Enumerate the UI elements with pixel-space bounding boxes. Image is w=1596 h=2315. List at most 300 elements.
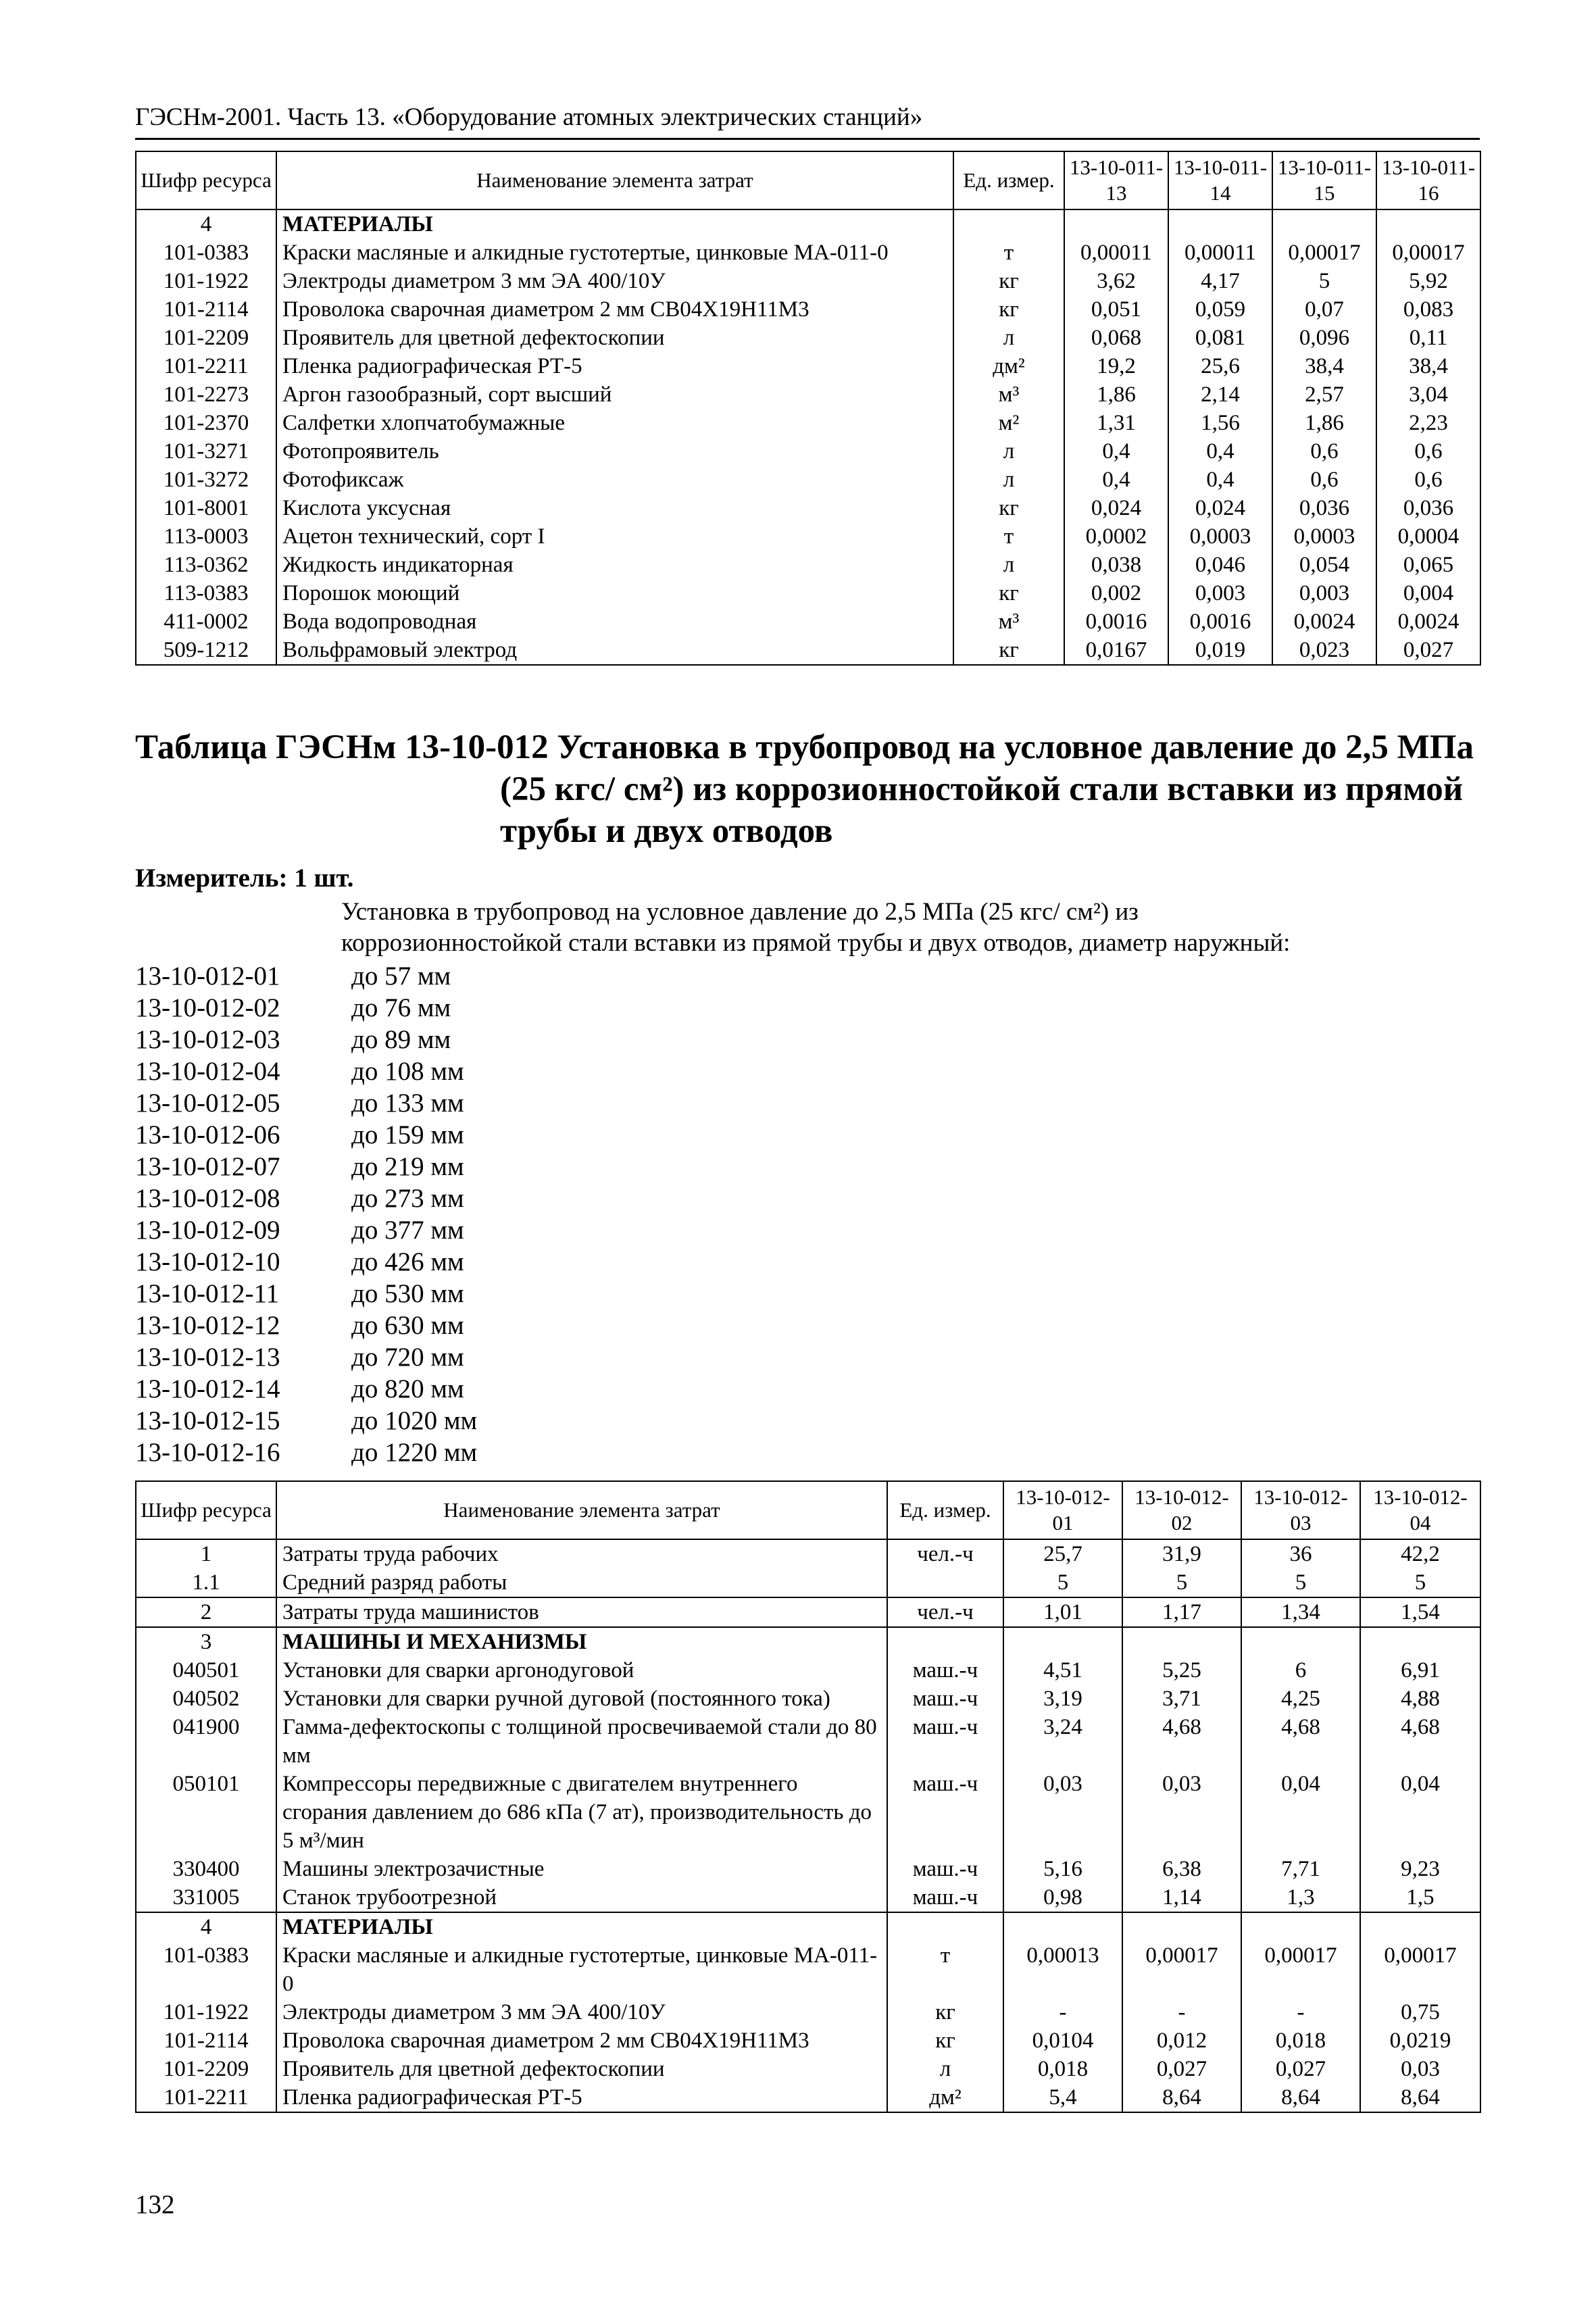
value-cell: 31,9 — [1122, 1539, 1241, 1568]
value-cell: 5,16 — [1003, 1855, 1122, 1883]
value-cell: 0,0003 — [1272, 522, 1376, 551]
header-unit: Ед. измер. — [953, 151, 1064, 209]
value-cell: 1,31 — [1064, 409, 1168, 437]
value-cell: 36 — [1241, 1539, 1360, 1568]
value-cell: 6,38 — [1122, 1855, 1241, 1883]
variant-row — [135, 1246, 1480, 1278]
value-cell — [1122, 1627, 1241, 1656]
value-cell: 1,34 — [1241, 1597, 1360, 1627]
value-cell: 0,6 — [1272, 466, 1376, 494]
cost-element-name: Кислота уксусная — [276, 494, 953, 522]
header-col: 13-10-012-04 — [1360, 1481, 1480, 1539]
description-line: Установка в трубопровод на условное давление до 2,5 МПа (25 кгс/ см²) из — [341, 898, 1139, 926]
value-cell: 0,98 — [1003, 1883, 1122, 1912]
value-cell: 0,00017 — [1241, 1941, 1360, 1998]
value-cell: 1,54 — [1360, 1597, 1480, 1627]
cost-element-name: Проявитель для цветной дефектоскопии — [276, 2055, 887, 2083]
variant-code: 13-10-012-01 — [135, 962, 280, 991]
table-row — [136, 1941, 1480, 1998]
variant-row — [135, 1278, 1480, 1310]
value-cell: 5 — [1003, 1568, 1122, 1597]
cost-element-name: Установки для сварки аргонодуговой — [276, 1656, 887, 1685]
value-cell: 0,0002 — [1064, 522, 1168, 551]
table-row — [136, 2083, 1480, 2112]
resource-code: 050101 — [136, 1770, 276, 1855]
value-cell: 42,2 — [1360, 1539, 1480, 1568]
unit-cell — [887, 1568, 1003, 1597]
unit-cell: дм² — [887, 2083, 1003, 2112]
value-cell — [1241, 1912, 1360, 1941]
unit-cell: чел.-ч — [887, 1597, 1003, 1627]
section-title: МАТЕРИАЛЫ — [276, 209, 953, 239]
header-col: 13-10-012-01 — [1003, 1481, 1122, 1539]
value-cell: 1,56 — [1168, 409, 1272, 437]
unit-cell: кг — [953, 579, 1064, 607]
value-cell: - — [1003, 1998, 1122, 2026]
resource-code: 4 — [136, 1912, 276, 1941]
value-cell — [1272, 209, 1376, 239]
value-cell: 25,7 — [1003, 1539, 1122, 1568]
value-cell: 0,027 — [1122, 2055, 1241, 2083]
variant-code: 13-10-012-05 — [135, 1089, 280, 1118]
unit-cell: т — [887, 1941, 1003, 1998]
value-cell: 3,04 — [1376, 380, 1480, 409]
variant-diameter: до 1020 мм — [351, 1406, 478, 1435]
resource-code: 041900 — [136, 1713, 276, 1770]
resource-code: 040502 — [136, 1685, 276, 1713]
cost-element-name: Фотофиксаж — [276, 466, 953, 494]
value-cell: 0,04 — [1360, 1770, 1480, 1855]
table-row — [136, 2026, 1480, 2055]
value-cell: 5,4 — [1003, 2083, 1122, 2112]
resource-code: 101-2114 — [136, 295, 276, 324]
value-cell: 0,03 — [1003, 1770, 1122, 1855]
unit-cell: чел.-ч — [887, 1539, 1003, 1568]
header-col: 13-10-011-15 — [1272, 151, 1376, 209]
value-cell: 2,23 — [1376, 409, 1480, 437]
value-cell: 0,4 — [1064, 466, 1168, 494]
variant-diameter: до 530 мм — [351, 1279, 464, 1308]
value-cell: 0,00017 — [1360, 1941, 1480, 1998]
value-cell: 0,4 — [1064, 437, 1168, 466]
table-row — [136, 466, 1480, 494]
value-cell: 1,01 — [1003, 1597, 1122, 1627]
table-row — [136, 2055, 1480, 2083]
resource-code: 101-8001 — [136, 494, 276, 522]
variant-diameter: до 57 мм — [351, 962, 451, 991]
cost-element-name: Компрессоры передвижные с двигателем внутреннего сгорания давлением до 686 кПа (7 ат), производительность до 5 м³/мин — [276, 1770, 887, 1855]
variant-code: 13-10-012-08 — [135, 1184, 280, 1213]
cost-element-name: Электроды диаметром 3 мм ЭА 400/10У — [276, 1998, 887, 2026]
value-cell — [1376, 209, 1480, 239]
value-cell: 0,0219 — [1360, 2026, 1480, 2055]
cost-element-name: Проволока сварочная диаметром 2 мм СВ04Х19Н11М3 — [276, 2026, 887, 2055]
resource-code: 331005 — [136, 1883, 276, 1912]
table-row — [136, 1855, 1480, 1883]
value-cell: 0,065 — [1376, 551, 1480, 579]
value-cell: 0,012 — [1122, 2026, 1241, 2055]
value-cell: 19,2 — [1064, 352, 1168, 380]
unit-cell: маш.-ч — [887, 1770, 1003, 1855]
value-cell: 1,3 — [1241, 1883, 1360, 1912]
section-title: МАШИНЫ И МЕХАНИЗМЫ — [276, 1627, 887, 1656]
value-cell: 0,0004 — [1376, 522, 1480, 551]
value-cell: 25,6 — [1168, 352, 1272, 380]
value-cell: 1,5 — [1360, 1883, 1480, 1912]
variant-code: 13-10-012-03 — [135, 1025, 280, 1054]
table-row — [136, 551, 1480, 579]
resource-code: 101-2370 — [136, 409, 276, 437]
unit-cell: кг — [887, 1998, 1003, 2026]
cost-element-name: Проволока сварочная диаметром 2 мм СВ04Х19Н11М3 — [276, 295, 953, 324]
table-row — [136, 1539, 1480, 1568]
value-cell: 0,018 — [1003, 2055, 1122, 2083]
unit-cell: маш.-ч — [887, 1883, 1003, 1912]
cost-element-name: Гамма-дефектоскопы с толщиной просвечиваемой стали до 80 мм — [276, 1713, 887, 1770]
cost-element-name: Машины электрозачистные — [276, 1855, 887, 1883]
table-row — [136, 1713, 1480, 1770]
resource-code: 101-2209 — [136, 324, 276, 352]
variant-diameter: до 133 мм — [351, 1089, 464, 1118]
variant-row — [135, 1310, 1480, 1341]
variant-diameter: до 377 мм — [351, 1216, 464, 1245]
value-cell: 4,68 — [1241, 1713, 1360, 1770]
table-row — [136, 267, 1480, 295]
table-row — [136, 352, 1480, 380]
value-cell: 0,018 — [1241, 2026, 1360, 2055]
resource-code: 113-0383 — [136, 579, 276, 607]
value-cell: 7,71 — [1241, 1855, 1360, 1883]
resource-code: 101-1922 — [136, 267, 276, 295]
unit-cell: маш.-ч — [887, 1685, 1003, 1713]
resource-code: 1.1 — [136, 1568, 276, 1597]
value-cell: 0,0024 — [1272, 607, 1376, 636]
table-title-line: трубы и двух отводов — [500, 812, 833, 850]
variant-row — [135, 1055, 1480, 1087]
value-cell: 0,054 — [1272, 551, 1376, 579]
section-row — [136, 209, 1480, 239]
variant-code: 13-10-012-02 — [135, 993, 280, 1022]
value-cell: 0,051 — [1064, 295, 1168, 324]
variant-code: 13-10-012-11 — [135, 1279, 280, 1308]
header-col: 13-10-011-13 — [1064, 151, 1168, 209]
value-cell: 0,6 — [1272, 437, 1376, 466]
value-cell: 0,083 — [1376, 295, 1480, 324]
resource-code: 509-1212 — [136, 636, 276, 665]
variant-row — [135, 1151, 1480, 1183]
value-cell: 0,0024 — [1376, 607, 1480, 636]
value-cell: 0,00011 — [1064, 239, 1168, 267]
value-cell: - — [1241, 1998, 1360, 2026]
resource-code: 101-2211 — [136, 2083, 276, 2112]
value-cell: 6,91 — [1360, 1656, 1480, 1685]
value-cell — [1241, 1627, 1360, 1656]
value-cell: 0,0167 — [1064, 636, 1168, 665]
variant-row — [135, 1183, 1480, 1214]
unit-cell: дм² — [953, 352, 1064, 380]
value-cell: 38,4 — [1272, 352, 1376, 380]
variant-code: 13-10-012-14 — [135, 1374, 280, 1403]
table-row — [136, 1883, 1480, 1912]
header-name: Наименование элемента затрат — [276, 151, 953, 209]
value-cell: 0,059 — [1168, 295, 1272, 324]
table-row — [136, 324, 1480, 352]
table-header-row — [136, 1481, 1480, 1539]
table-body — [136, 1539, 1480, 2112]
resource-code: 113-0362 — [136, 551, 276, 579]
value-cell: 4,88 — [1360, 1685, 1480, 1713]
cost-element-name: Станок трубоотрезной — [276, 1883, 887, 1912]
value-cell — [1360, 1627, 1480, 1656]
header-col: 13-10-012-02 — [1122, 1481, 1241, 1539]
cost-element-name: Затраты труда машинистов — [276, 1597, 887, 1627]
cost-element-name: Пленка радиографическая РТ-5 — [276, 2083, 887, 2112]
section-row — [136, 1912, 1480, 1941]
value-cell: 0,046 — [1168, 551, 1272, 579]
value-cell: 0,024 — [1168, 494, 1272, 522]
value-cell: - — [1122, 1998, 1241, 2026]
table-row — [136, 409, 1480, 437]
value-cell: 0,027 — [1376, 636, 1480, 665]
value-cell: 4,25 — [1241, 1685, 1360, 1713]
resource-table-2 — [135, 1480, 1481, 2113]
value-cell: 0,004 — [1376, 579, 1480, 607]
value-cell: 0,00017 — [1272, 239, 1376, 267]
variant-code: 13-10-012-16 — [135, 1438, 280, 1467]
cost-element-name: Жидкость индикаторная — [276, 551, 953, 579]
table-row — [136, 437, 1480, 466]
resource-code: 411-0002 — [136, 607, 276, 636]
value-cell: 3,71 — [1122, 1685, 1241, 1713]
table-header-row — [136, 151, 1480, 209]
unit-cell: кг — [953, 494, 1064, 522]
table-row — [136, 607, 1480, 636]
value-cell: 0,003 — [1168, 579, 1272, 607]
value-cell: 0,038 — [1064, 551, 1168, 579]
value-cell: 0,00013 — [1003, 1941, 1122, 1998]
cost-element-name: Проявитель для цветной дефектоскопии — [276, 324, 953, 352]
resource-code: 101-2209 — [136, 2055, 276, 2083]
variant-diameter: до 273 мм — [351, 1184, 464, 1213]
value-cell: 0,11 — [1376, 324, 1480, 352]
value-cell: 8,64 — [1241, 2083, 1360, 2112]
value-cell: 1,86 — [1272, 409, 1376, 437]
resource-code: 101-2211 — [136, 352, 276, 380]
value-cell: 0,024 — [1064, 494, 1168, 522]
variant-diameter: до 426 мм — [351, 1247, 464, 1276]
value-cell: 5 — [1360, 1568, 1480, 1597]
value-cell: 0,019 — [1168, 636, 1272, 665]
resource-code: 330400 — [136, 1855, 276, 1883]
unit-cell: маш.-ч — [887, 1855, 1003, 1883]
value-cell: 0,04 — [1241, 1770, 1360, 1855]
value-cell — [1003, 1627, 1122, 1656]
unit-cell: л — [887, 2055, 1003, 2083]
variant-diameter: до 89 мм — [351, 1025, 451, 1054]
table-title-line: (25 кгс/ см²) из коррозионностойкой стали вставки из прямой — [500, 770, 1464, 808]
value-cell: 1,14 — [1122, 1883, 1241, 1912]
unit-cell — [953, 209, 1064, 239]
value-cell: 2,14 — [1168, 380, 1272, 409]
section-row — [136, 1627, 1480, 1656]
unit-cell: м³ — [953, 607, 1064, 636]
variant-diameter: до 108 мм — [351, 1057, 464, 1086]
value-cell: 0,036 — [1376, 494, 1480, 522]
unit-cell: т — [953, 522, 1064, 551]
value-cell: 4,51 — [1003, 1656, 1122, 1685]
page-number: 132 — [135, 2190, 175, 2219]
unit-cell: маш.-ч — [887, 1656, 1003, 1685]
unit-cell — [887, 1627, 1003, 1656]
value-cell: 0,0104 — [1003, 2026, 1122, 2055]
value-cell: 6 — [1241, 1656, 1360, 1685]
unit-cell: л — [953, 437, 1064, 466]
cost-element-name: Установки для сварки ручной дуговой (постоянного тока) — [276, 1685, 887, 1713]
value-cell: 0,00017 — [1122, 1941, 1241, 1998]
running-header: ГЭСНм-2001. Часть 13. «Оборудование атомных электрических станций» — [135, 101, 1480, 140]
value-cell: 4,17 — [1168, 267, 1272, 295]
value-cell: 4,68 — [1122, 1713, 1241, 1770]
value-cell: 0,002 — [1064, 579, 1168, 607]
variant-code: 13-10-012-12 — [135, 1311, 280, 1340]
cost-element-name: Ацетон технический, сорт I — [276, 522, 953, 551]
table-row — [136, 1597, 1480, 1627]
variant-diameter: до 219 мм — [351, 1152, 464, 1181]
value-cell: 1,86 — [1064, 380, 1168, 409]
value-cell: 8,64 — [1122, 2083, 1241, 2112]
resource-code: 101-2114 — [136, 2026, 276, 2055]
variant-code: 13-10-012-06 — [135, 1120, 280, 1149]
variant-row — [135, 1214, 1480, 1246]
value-cell: 0,6 — [1376, 437, 1480, 466]
value-cell: 0,023 — [1272, 636, 1376, 665]
unit-cell: кг — [953, 267, 1064, 295]
resource-code: 113-0003 — [136, 522, 276, 551]
resource-table-1 — [135, 151, 1481, 666]
cost-element-name: Вольфрамовый электрод — [276, 636, 953, 665]
value-cell: 3,24 — [1003, 1713, 1122, 1770]
variant-code: 13-10-012-04 — [135, 1057, 280, 1086]
value-cell: 4,68 — [1360, 1713, 1480, 1770]
variant-code: 13-10-012-07 — [135, 1152, 280, 1181]
value-cell — [1122, 1912, 1241, 1941]
value-cell: 0,4 — [1168, 466, 1272, 494]
table-row — [136, 494, 1480, 522]
resource-code: 101-0383 — [136, 239, 276, 267]
table-row — [136, 1568, 1480, 1597]
value-cell: 0,003 — [1272, 579, 1376, 607]
value-cell: 8,64 — [1360, 2083, 1480, 2112]
resource-code: 3 — [136, 1627, 276, 1656]
variant-diameter: до 1220 мм — [351, 1438, 478, 1467]
resource-code: 1 — [136, 1539, 276, 1568]
variant-row — [135, 960, 1480, 992]
document-page — [135, 101, 1480, 2113]
cost-element-name: Вода водопроводная — [276, 607, 953, 636]
value-cell: 5,92 — [1376, 267, 1480, 295]
value-cell: 5 — [1272, 267, 1376, 295]
table-row — [136, 636, 1480, 665]
section-title: МАТЕРИАЛЫ — [276, 1912, 887, 1941]
unit-cell: л — [953, 466, 1064, 494]
value-cell: 0,00017 — [1376, 239, 1480, 267]
unit-cell: кг — [953, 636, 1064, 665]
resource-code: 4 — [136, 209, 276, 239]
value-cell: 0,027 — [1241, 2055, 1360, 2083]
table-row — [136, 380, 1480, 409]
variant-row — [135, 1024, 1480, 1055]
cost-element-name: Порошок моющий — [276, 579, 953, 607]
variant-row — [135, 1341, 1480, 1373]
table-title-line: Таблица ГЭСНм 13-10-012 Установка в трубопровод на условное давление до 2,5 МПа — [135, 728, 1474, 766]
value-cell — [1003, 1912, 1122, 1941]
resource-code: 101-2273 — [136, 380, 276, 409]
cost-element-name: Электроды диаметром 3 мм ЭА 400/10У — [276, 267, 953, 295]
header-col: 13-10-011-14 — [1168, 151, 1272, 209]
unit-cell: м³ — [953, 380, 1064, 409]
unit-cell: м² — [953, 409, 1064, 437]
variant-diameter: до 820 мм — [351, 1374, 464, 1403]
value-cell: 0,081 — [1168, 324, 1272, 352]
value-cell: 0,75 — [1360, 1998, 1480, 2026]
table-title — [135, 726, 1480, 852]
value-cell — [1168, 209, 1272, 239]
table-row — [136, 579, 1480, 607]
value-cell: 0,036 — [1272, 494, 1376, 522]
variant-code: 13-10-012-15 — [135, 1406, 280, 1435]
table-row — [136, 295, 1480, 324]
header-col: 13-10-011-16 — [1376, 151, 1480, 209]
variant-row — [135, 992, 1480, 1024]
resource-code: 2 — [136, 1597, 276, 1627]
unit-cell: л — [953, 324, 1064, 352]
cost-element-name: Средний разряд работы — [276, 1568, 887, 1597]
value-cell: 0,0003 — [1168, 522, 1272, 551]
unit-cell: кг — [953, 295, 1064, 324]
variant-code: 13-10-012-13 — [135, 1343, 280, 1372]
value-cell: 0,03 — [1122, 1770, 1241, 1855]
unit-cell — [887, 1912, 1003, 1941]
resource-code: 101-1922 — [136, 1998, 276, 2026]
cost-element-name: Фотопроявитель — [276, 437, 953, 466]
header-col: 13-10-012-03 — [1241, 1481, 1360, 1539]
table-row — [136, 1770, 1480, 1855]
table-body — [136, 209, 1480, 665]
table-row — [136, 1685, 1480, 1713]
value-cell: 0,096 — [1272, 324, 1376, 352]
value-cell: 0,4 — [1168, 437, 1272, 466]
variant-diameter: до 76 мм — [351, 993, 451, 1022]
value-cell: 3,62 — [1064, 267, 1168, 295]
header-code: Шифр ресурса — [136, 1481, 276, 1539]
value-cell: 0,00011 — [1168, 239, 1272, 267]
work-description — [135, 897, 1480, 959]
value-cell: 5 — [1122, 1568, 1241, 1597]
value-cell: 0,068 — [1064, 324, 1168, 352]
unit-cell: т — [953, 239, 1064, 267]
value-cell: 5,25 — [1122, 1656, 1241, 1685]
value-cell: 9,23 — [1360, 1855, 1480, 1883]
description-line: коррозионностойкой стали вставки из прямой трубы и двух отводов, диаметр наружный: — [341, 929, 1291, 957]
value-cell: 3,19 — [1003, 1685, 1122, 1713]
value-cell — [1360, 1912, 1480, 1941]
measure-unit: Измеритель: 1 шт. — [135, 864, 354, 893]
variant-row — [135, 1405, 1480, 1437]
value-cell: 38,4 — [1376, 352, 1480, 380]
value-cell: 0,6 — [1376, 466, 1480, 494]
table-row — [136, 522, 1480, 551]
cost-element-name: Салфетки хлопчатобумажные — [276, 409, 953, 437]
